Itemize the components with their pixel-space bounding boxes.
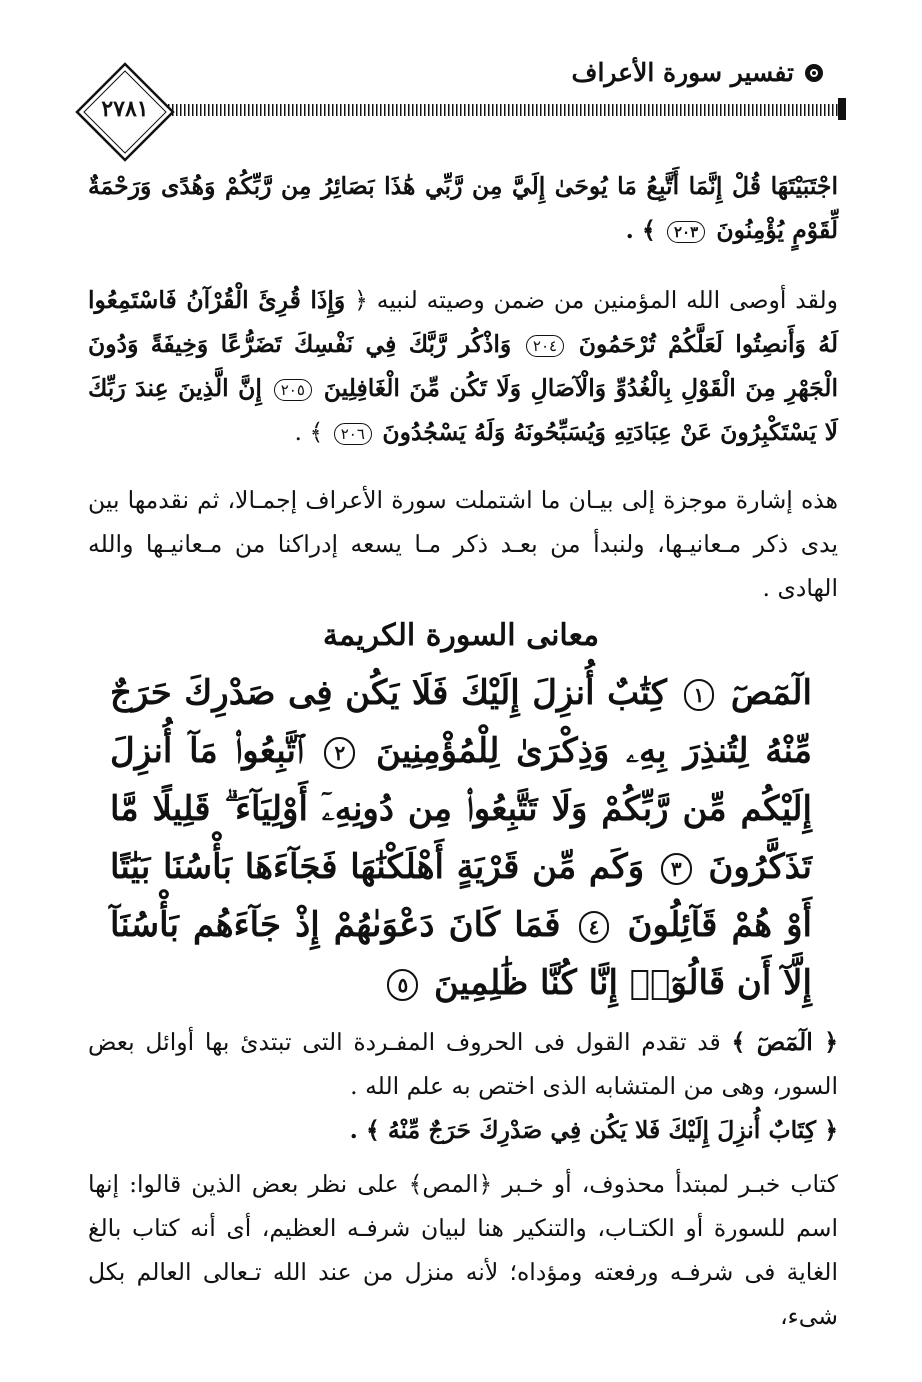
- verse-text: إِنَّ الَّذِينَ عِندَ رَبِّكَ لَا يَسْتَكْبِرُونَ عَنْ عِبَادَتِهِ وَيُسَبِّحُونَهُ وَلَهُ يَسْجُدُونَ: [88, 374, 838, 446]
- page-number: ٢٧٨١: [101, 96, 149, 122]
- ayah-number-marker: ٣: [661, 853, 692, 885]
- paragraph-alif-lam-mim-sad: [88, 1020, 838, 1108]
- paragraph-verse-203: [88, 164, 838, 252]
- quran-text: كِتَٰبٌ أُنزِلَ إِلَيْكَ فَلَا يَكُن فِى صَدْرِكَ حَرَجٌ مِّنْهُ لِتُنذِرَ بِهِۦ وَذِكْرَىٰ لِلْمُؤْمِنِينَ: [110, 673, 812, 771]
- header-title: تفسير سورة الأعراف: [571, 58, 794, 87]
- paragraph-verse-quote: [88, 1108, 838, 1152]
- ayah-number-marker: ٤: [579, 911, 610, 943]
- ayah-number-marker: ٢٠٥: [274, 379, 312, 401]
- header-rule-end: [838, 98, 846, 120]
- quran-verses-block: [110, 664, 812, 1012]
- verse-quote: ﴿ الٓمٓصٓ ﴾: [731, 1028, 839, 1056]
- verse-quote: ﴿ كِتَابٌ أُنزِلَ إِلَيْكَ فَلا يَكُن فِي صَدْرِكَ حَرَجٌ مِّنْهُ ﴾ .: [349, 1116, 838, 1144]
- closing-bracket: ﴾ .: [625, 216, 656, 244]
- quran-text: فَمَا كَانَ دَعْوَىٰهُمْ إِذْ جَآءَهُم بَأْسُنَآ إِلَّآ أَن قَالُوٓا۟ إِنَّا كُنَّا ظَٰلِمِينَ: [110, 905, 812, 1003]
- intro-text: ولقد أوصى الله المؤمنين من ضمن وصيته لنبيه ﴿: [345, 286, 838, 314]
- body-text: هذه إشارة موجزة إلى بيـان ما اشتملت سورة الأعراف إجمـالا، ثم نقدمها بين يدى ذكر مـعانيـها، ولنبدأ من بعـد ذكر مـا يسعه إدراكنا من مـعانيـها والله الهادى .: [88, 486, 838, 602]
- quran-text: الٓمٓصٓ: [730, 673, 812, 713]
- body-text: كتاب خبـر لمبتدأ محذوف، أو خـبر ﴿المص﴾ على نظر بعض الذين قالوا: إنها اسم للسورة أو الكتـاب، والتنكير هنا لبيان شرفـه العظيم، أى أنه كتاب بالغ الغاية فى شرفـه ورفعته ومؤداه؛ لأنه منزل من عند الله تـعالى العالم بكل شىء،: [88, 1170, 838, 1330]
- paragraph-advice: [88, 278, 838, 454]
- verse-text: وَإِذَا قُرِئَ الْقُرْآنُ فَاسْتَمِعُوا لَهُ وَأَنصِتُوا لَعَلَّكُمْ تُرْحَمُونَ: [88, 286, 838, 358]
- ayah-number-marker: ١: [684, 679, 715, 711]
- verse-text: وَاذْكُر رَّبَّكَ فِي نَفْسِكَ تَضَرُّعًا وَخِيفَةً وَدُونَ الْجَهْرِ مِنَ الْقَوْلِ بِالْغُدُوِّ وَالْآصَالِ وَلَا تَكُن مِّنَ الْغَافِلِينَ: [88, 330, 838, 402]
- ayah-number-marker: ٢٠٦: [334, 423, 372, 445]
- flower-ornament-icon: [804, 61, 824, 85]
- ayah-number-marker: ٢٠٤: [526, 335, 564, 357]
- ayah-number-marker: ٥: [387, 969, 418, 1001]
- ayah-number-marker: ٢: [324, 737, 355, 769]
- header-rule: [160, 104, 840, 116]
- quran-text: ٱتَّبِعُوا۟ مَآ أُنزِلَ إِلَيْكُم مِّن رَّبِّكُمْ وَلَا تَتَّبِعُوا۟ مِن دُونِهِۦٓ أَوْلِيَآءَ ۗ قَلِيلًا مَّا تَذَكَّرُونَ: [110, 731, 812, 887]
- body-text: قد تقدم القول فى الحروف المفـردة التى تبتدئ بها أوائل بعض السور، وهى من المتشابه الذى اختص به علم الله .: [88, 1028, 838, 1100]
- quran-text: وَكَم مِّن قَرْيَةٍ أَهْلَكْنَٰهَا فَجَآءَهَا بَأْسُنَا بَيَٰتًا أَوْ هُمْ قَآئِلُونَ: [110, 847, 812, 945]
- section-title: معانى السورة الكريمة: [322, 618, 600, 653]
- closing-bracket: ﴾ .: [294, 418, 324, 446]
- verse-text: اجْتَبَيْتَهَا قُلْ إِنَّمَا أَتَّبِعُ مَا يُوحَىٰ إِلَيَّ مِن رَّبِّي هَٰذَا بَصَائِرُ مِن رَّبِّكُمْ وَهُدًى وَرَحْمَةٌ لِّقَوْمٍ يُؤْمِنُونَ: [88, 172, 838, 244]
- paragraph-summary: [88, 478, 838, 610]
- running-header: [572, 58, 824, 87]
- ayah-number-marker: ٢٠٣: [667, 221, 705, 243]
- paragraph-commentary: [88, 1162, 838, 1338]
